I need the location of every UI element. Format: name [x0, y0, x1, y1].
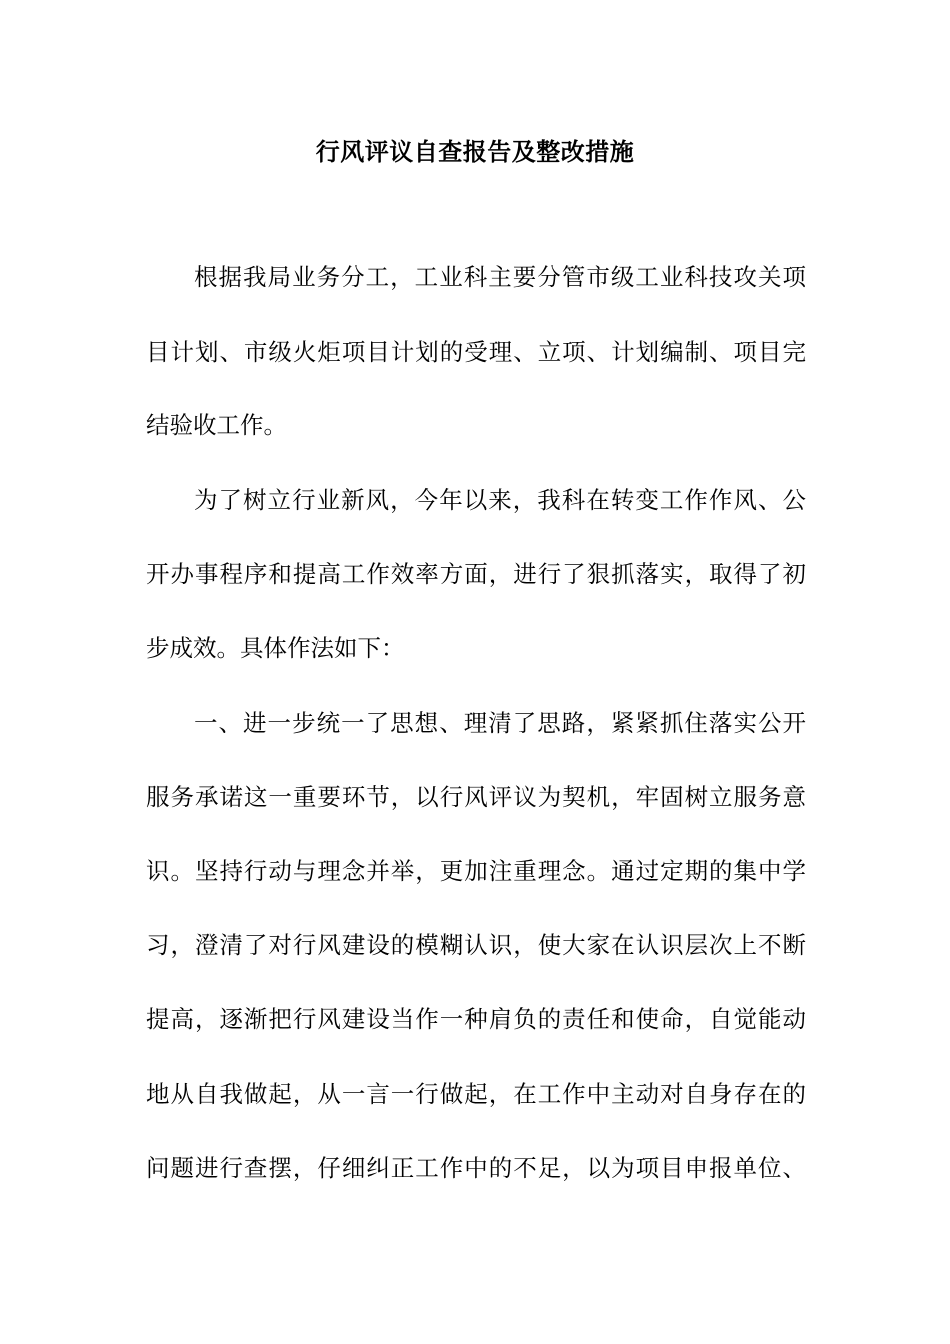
paragraph-1-line-3: 结验收工作。 [146, 411, 287, 439]
paragraph-3-line-2: 服务承诺这一重要环节，以行风评议为契机，牢固树立服务意 [146, 783, 806, 811]
paragraph-3-line-6: 地从自我做起，从一言一行做起，在工作中主动对自身存在的 [146, 1080, 806, 1108]
paragraph-2-line-3: 步成效。具体作法如下： [146, 634, 405, 662]
paragraph-1-line-1: 根据我局业务分工，工业科主要分管市级工业科技攻关项 [194, 263, 806, 291]
paragraph-1-line-2: 目计划、市级火炬项目计划的受理、立项、计划编制、项目完 [146, 338, 806, 366]
paragraph-3-line-5: 提高，逐渐把行风建设当作一种肩负的责任和使命，自觉能动 [146, 1005, 806, 1033]
paragraph-2-line-2: 开办事程序和提高工作效率方面，进行了狠抓落实，取得了初 [146, 560, 806, 588]
paragraph-3-line-4: 习，澄清了对行风建设的模糊认识，使大家在认识层次上不断 [146, 931, 806, 959]
paragraph-3-line-3: 识。坚持行动与理念并举，更加注重理念。通过定期的集中学 [146, 857, 806, 885]
paragraph-3-line-7: 问题进行查摆，仔细纠正工作中的不足，以为项目申报单位、 [146, 1154, 806, 1182]
paragraph-3-line-1: 一、进一步统一了思想、理清了思路，紧紧抓住落实公开 [194, 709, 806, 737]
document-title: 行风评议自查报告及整改措施 [315, 137, 635, 166]
paragraph-2-line-1: 为了树立行业新风，今年以来，我科在转变工作作风、公 [194, 486, 806, 514]
